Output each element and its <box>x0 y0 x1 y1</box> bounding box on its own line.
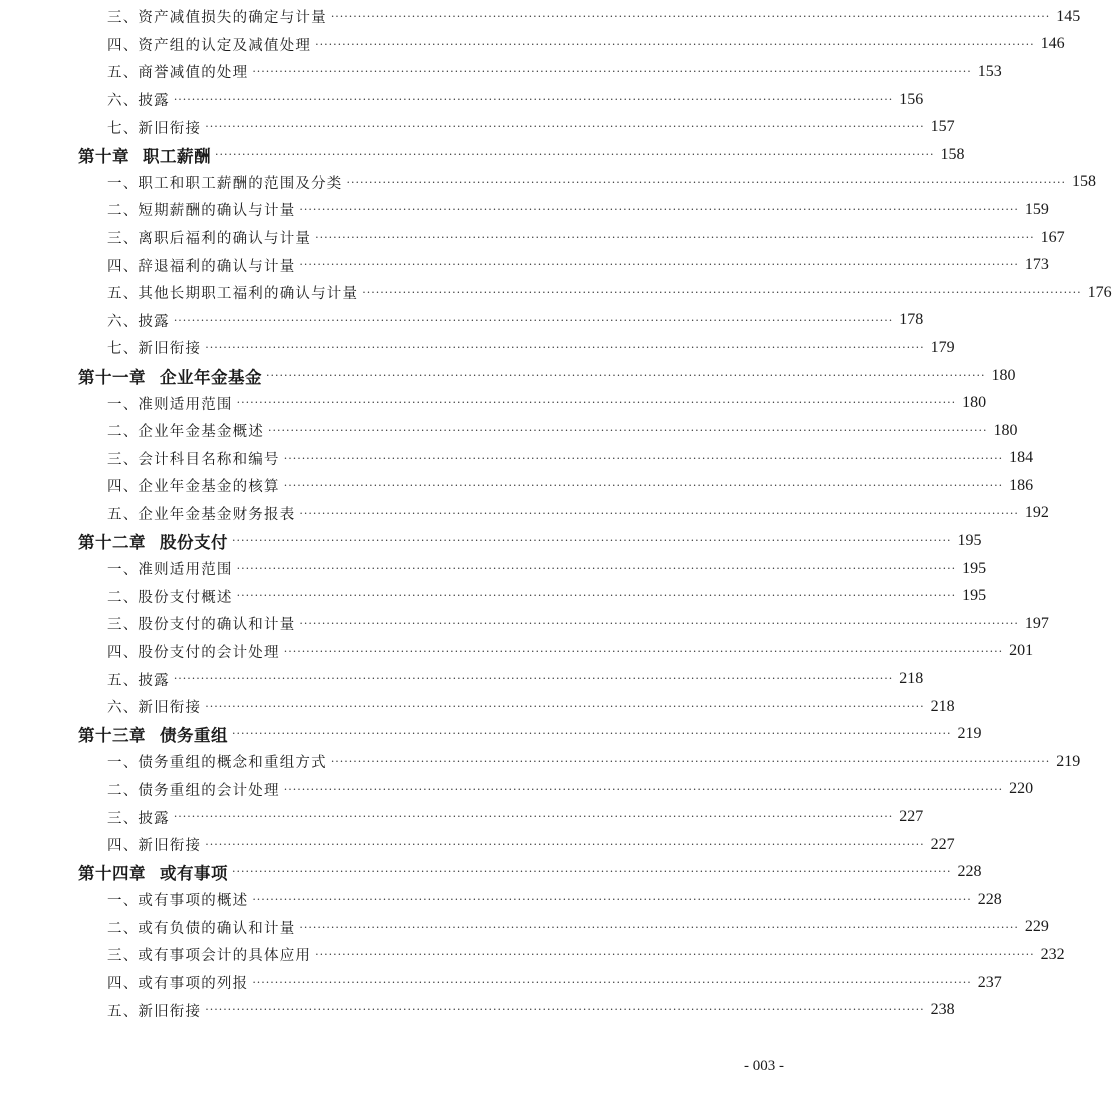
section-title: 二、股份支付概述 <box>107 589 233 606</box>
dot-leader: ································································································································································ <box>299 203 1019 217</box>
page-ref: 173 <box>1024 256 1049 274</box>
toc-section-row <box>0 196 1049 224</box>
chapter-number: 第十二章 <box>78 533 146 553</box>
section-title: 一、或有事项的概述 <box>107 893 249 910</box>
dot-leader: ································································································································································ <box>315 948 1035 962</box>
page-ref: 220 <box>1009 780 1034 798</box>
dot-leader: ································································································································································ <box>173 810 894 824</box>
page-ref: 178 <box>899 311 924 329</box>
dot-leader: ································································································································································ <box>173 92 894 106</box>
dot-leader: ································································································································································ <box>299 920 1019 934</box>
dot-leader: ································································································································································ <box>252 65 972 79</box>
dot-leader: ································································································································································ <box>299 617 1019 631</box>
page-ref: 219 <box>957 725 982 743</box>
section-title: 六、新旧衔接 <box>107 700 202 717</box>
table-of-contents <box>0 3 1112 1024</box>
section-title: 四、或有事项的列报 <box>107 976 249 993</box>
toc-section-row <box>0 665 924 693</box>
dot-leader: ································································································································································ <box>205 120 925 134</box>
page-ref: 195 <box>962 559 987 577</box>
toc-section-row <box>0 472 1034 500</box>
dot-leader: ································································································································································ <box>299 258 1019 272</box>
dot-leader: ································································································································································ <box>232 727 952 741</box>
toc-section-row <box>0 334 955 362</box>
dot-leader: ································································································································································ <box>299 506 1019 520</box>
page-ref: 186 <box>1009 476 1034 494</box>
dot-leader: ································································································································································ <box>232 865 952 879</box>
section-title: 三、股份支付的确认和计量 <box>107 617 296 634</box>
page-ref: 229 <box>1024 918 1049 936</box>
page-ref: 192 <box>1024 504 1049 522</box>
dot-leader: ································································································································································ <box>252 893 972 906</box>
section-title: 二、企业年金基金概述 <box>107 424 264 441</box>
dot-leader: ································································································································································ <box>173 313 894 327</box>
toc-section-row <box>0 582 987 610</box>
dot-leader: ································································································································································ <box>283 782 1004 796</box>
chapter-heading <box>78 722 232 746</box>
toc-section-row <box>0 914 1049 942</box>
page-ref: 167 <box>1040 228 1065 246</box>
dot-leader: ································································································································································ <box>236 396 957 410</box>
dot-leader: ································································································································································ <box>315 230 1035 244</box>
page-ref: 180 <box>991 366 1016 384</box>
section-title: 三、披露 <box>107 810 170 827</box>
toc-section-row <box>0 610 1049 638</box>
toc-section-row <box>0 638 1034 666</box>
page-ref: 180 <box>962 394 987 412</box>
dot-leader: ································································································································································ <box>173 672 894 686</box>
dot-leader: ································································································································································ <box>330 755 1051 769</box>
toc-section-row <box>0 417 1018 445</box>
chapter-title: 股份支付 <box>160 533 228 553</box>
toc-section-row <box>0 969 1002 997</box>
chapter-number: 第十三章 <box>78 726 146 746</box>
page-ref: 227 <box>930 835 955 853</box>
toc-section-row <box>0 113 955 141</box>
dot-leader: ································································································································································ <box>362 285 1082 299</box>
dot-leader: ································································································································································ <box>205 1003 925 1017</box>
toc-section-row <box>0 886 1002 914</box>
page-ref: 156 <box>899 90 924 108</box>
page-ref: 184 <box>1009 449 1034 467</box>
dot-leader: ································································································································································ <box>232 534 952 548</box>
section-title: 一、职工和职工薪酬的范围及分类 <box>107 175 343 192</box>
section-title: 五、企业年金基金财务报表 <box>107 506 296 523</box>
dot-leader: ································································································································································ <box>315 37 1035 51</box>
section-title: 五、商誉减值的处理 <box>107 65 249 82</box>
section-title: 一、准则适用范围 <box>107 396 233 413</box>
toc-section-row <box>0 776 1034 804</box>
page-ref: 218 <box>899 670 924 688</box>
dot-leader: ································································································································································ <box>268 423 988 437</box>
chapter-title: 企业年金基金 <box>160 367 262 387</box>
page-number: - 003 - <box>744 1058 784 1074</box>
page-ref: 179 <box>930 338 955 356</box>
toc-section-row <box>0 555 987 583</box>
page-ref: 146 <box>1040 35 1065 53</box>
toc-section-row <box>0 803 924 831</box>
page-ref: 153 <box>977 62 1002 80</box>
section-title: 一、债务重组的概念和重组方式 <box>107 755 327 772</box>
section-title: 五、新旧衔接 <box>107 1003 202 1020</box>
page-ref: 237 <box>977 973 1002 991</box>
dot-leader: ································································································································································ <box>205 341 925 355</box>
dot-leader: ································································································································································ <box>236 561 957 575</box>
toc-section-row <box>0 941 1065 969</box>
page-ref: 197 <box>1024 614 1049 632</box>
toc-section-row <box>0 3 1081 31</box>
page-ref: 238 <box>930 1001 955 1019</box>
page-ref: 228 <box>977 890 1002 908</box>
dot-leader: ································································································································································ <box>252 975 972 989</box>
section-title: 二、短期薪酬的确认与计量 <box>107 203 296 220</box>
toc-section-row <box>0 389 987 417</box>
chapter-number: 第十四章 <box>78 864 146 884</box>
toc-section-row <box>0 224 1065 252</box>
page-ref: 195 <box>962 587 987 605</box>
section-title: 二、债务重组的会计处理 <box>107 782 280 799</box>
section-title: 三、或有事项会计的具体应用 <box>107 948 312 965</box>
toc-section-row <box>0 831 955 859</box>
toc-section-row <box>0 445 1034 473</box>
page-ref: 228 <box>957 863 982 881</box>
toc-section-row <box>0 169 1096 197</box>
toc-chapter-row <box>0 141 965 169</box>
chapter-number: 第十章 <box>78 146 129 166</box>
toc-section-row <box>0 31 1065 59</box>
dot-leader: ································································································································································ <box>215 147 935 161</box>
section-title: 四、资产组的认定及减值处理 <box>107 37 312 54</box>
section-title: 七、新旧衔接 <box>107 120 202 137</box>
dot-leader: ································································································································································ <box>283 451 1004 465</box>
toc-chapter-row <box>0 720 982 748</box>
section-title: 二、或有负债的确认和计量 <box>107 920 296 937</box>
toc-chapter-row <box>0 362 1016 390</box>
toc-section-row <box>0 693 955 721</box>
section-title: 五、其他长期职工福利的确认与计量 <box>107 286 359 303</box>
dot-leader: ································································································································································ <box>283 479 1004 493</box>
dot-leader: ································································································································································ <box>330 10 1051 23</box>
section-title: 四、辞退福利的确认与计量 <box>107 258 296 275</box>
toc-chapter-row <box>0 858 982 886</box>
section-title: 三、会计科目名称和编号 <box>107 451 280 468</box>
chapter-heading <box>78 529 232 553</box>
page-ref: 145 <box>1056 7 1081 25</box>
chapter-title: 债务重组 <box>160 726 228 746</box>
toc-section-row <box>0 307 924 335</box>
toc-section-row <box>0 500 1049 528</box>
section-title: 三、资产减值损失的确定与计量 <box>107 10 327 27</box>
dot-leader: ································································································································································ <box>205 699 925 713</box>
dot-leader: ································································································································································ <box>205 837 925 851</box>
chapter-number: 第十一章 <box>78 367 146 387</box>
chapter-heading <box>78 364 266 388</box>
chapter-heading <box>78 143 215 167</box>
page-ref: 158 <box>940 145 965 163</box>
section-title: 六、披露 <box>107 313 170 330</box>
toc-section-row <box>0 996 955 1024</box>
section-title: 五、披露 <box>107 672 170 689</box>
toc-section-row <box>0 279 1112 307</box>
toc-section-row <box>0 58 1002 86</box>
section-title: 七、新旧衔接 <box>107 341 202 358</box>
dot-leader: ································································································································································ <box>266 368 986 382</box>
toc-section-row <box>0 86 924 114</box>
page-ref: 180 <box>993 421 1018 439</box>
section-title: 四、股份支付的会计处理 <box>107 644 280 661</box>
page-ref: 201 <box>1009 642 1034 660</box>
toc-chapter-row <box>0 527 982 555</box>
page-ref: 232 <box>1040 945 1065 963</box>
dot-leader: ································································································································································ <box>346 175 1066 189</box>
chapter-heading <box>78 860 232 884</box>
page-ref: 218 <box>930 697 955 715</box>
section-title: 一、准则适用范围 <box>107 562 233 579</box>
page-ref: 195 <box>957 532 982 550</box>
section-title: 六、披露 <box>107 93 170 110</box>
dot-leader: ································································································································································ <box>283 644 1004 658</box>
chapter-title: 职工薪酬 <box>143 146 211 166</box>
page-ref: 176 <box>1087 283 1112 301</box>
chapter-title: 或有事项 <box>160 864 228 884</box>
page-ref: 157 <box>930 118 955 136</box>
page-ref: 159 <box>1024 200 1049 218</box>
dot-leader: ································································································································································ <box>236 589 957 603</box>
toc-section-row <box>0 748 1081 776</box>
page-ref: 219 <box>1056 752 1081 770</box>
section-title: 四、企业年金基金的核算 <box>107 479 280 496</box>
section-title: 三、离职后福利的确认与计量 <box>107 231 312 248</box>
page-ref: 158 <box>1071 173 1096 191</box>
page-ref: 227 <box>899 808 924 826</box>
toc-section-row <box>0 251 1049 279</box>
section-title: 四、新旧衔接 <box>107 838 202 855</box>
